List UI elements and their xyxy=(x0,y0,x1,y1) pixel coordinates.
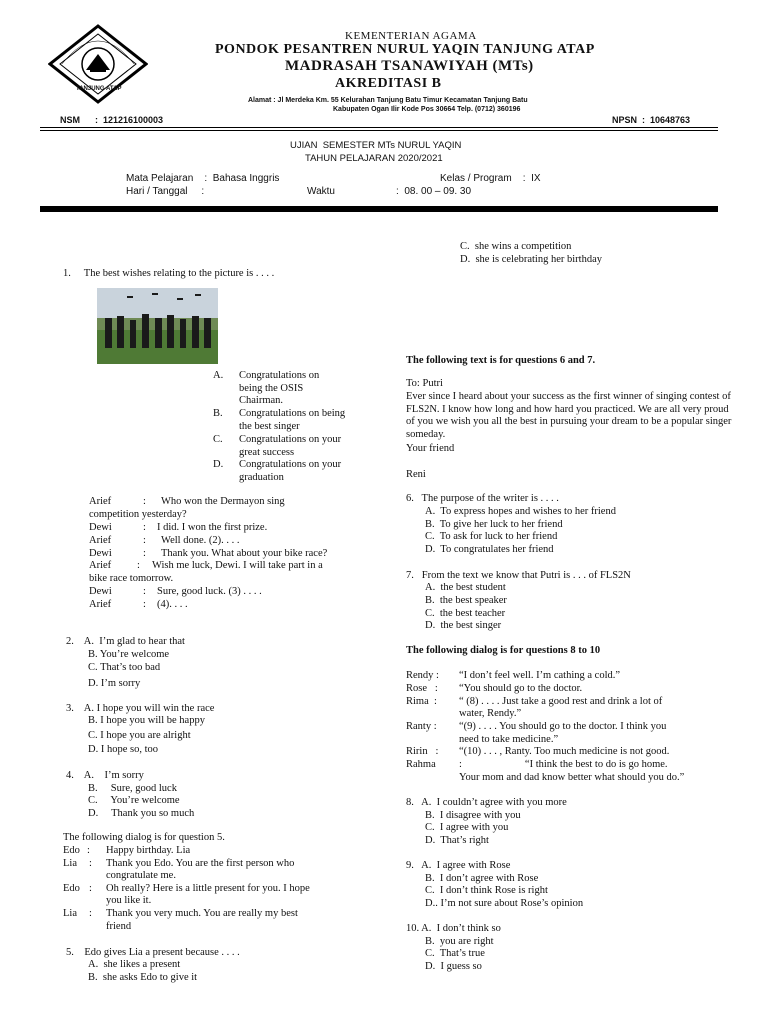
option-text: Congratulations on being the OSIS Chairman. xyxy=(239,370,320,406)
q6-option-b: B. To give her luck to her friend xyxy=(425,519,563,530)
speaker: Arief xyxy=(89,599,112,610)
q3-option-b: B. I hope you will be happy xyxy=(88,715,205,726)
q5-option-c: C. she wins a competition xyxy=(460,241,572,252)
q5-option-d: D. she is celebrating her birthday xyxy=(460,254,602,265)
q2-option-d: D. I’m sorry xyxy=(88,678,141,689)
exam-divider xyxy=(40,206,718,212)
option-text: Congratulations on your great success xyxy=(239,434,342,458)
question-1: 1. The best wishes relating to the picture is . . . . xyxy=(63,268,275,279)
dialog-line: “(10) . . . , Ranty. Too much medicine is not good. xyxy=(459,746,670,757)
dialog-line: congratulate me. xyxy=(106,870,176,881)
dialog-line: Who won the Dermayon sing xyxy=(161,496,285,507)
q6-option-c: C. To ask for luck to her friend xyxy=(425,531,558,542)
q7-option-b: B. the best speaker xyxy=(425,595,507,606)
question-7: 7. From the text we know that Putri is . . . of FLS2N xyxy=(406,570,631,581)
speaker: Rose : xyxy=(406,683,438,694)
exam-title: UJIAN SEMESTER MTs NURUL YAQIN xyxy=(290,140,462,151)
q7-option-d: D. the best singer xyxy=(425,620,502,631)
dialog-line: you like it. xyxy=(106,895,152,906)
speaker: Arief xyxy=(89,560,112,571)
header-rule-bottom xyxy=(40,130,718,131)
speaker: Ririn : xyxy=(406,746,439,757)
letter-sign: Reni xyxy=(406,469,426,480)
speaker: Arief xyxy=(89,496,112,507)
speaker: Rendy : xyxy=(406,670,439,681)
speaker: Rahma xyxy=(406,759,436,770)
exam-year: TAHUN PELAJARAN 2020/2021 xyxy=(305,153,443,164)
dialog-line: “(9) . . . . You should go to the doctor. I think you xyxy=(459,721,667,732)
q7-option-a: A. the best student xyxy=(425,582,506,593)
dialog-line: “ (8) . . . . Just take a good rest and drink a lot of xyxy=(459,696,663,707)
q5-option-a: A. she likes a present xyxy=(88,959,181,970)
address-line-2: Kabupaten Ogan Ilir Kode Pos 30664 Telp. (0712) 360196 xyxy=(333,106,521,113)
subject-label: Mata Pelajaran : Bahasa Inggris xyxy=(126,173,280,184)
q3-option-c: C. I hope you are alright xyxy=(88,730,191,741)
speaker: Arief xyxy=(89,535,112,546)
dialog-line: Wish me luck, Dewi. I will take part in a xyxy=(152,560,323,571)
letter-close: Your friend xyxy=(406,443,455,454)
q2-option-c: C. That’s too bad xyxy=(88,662,161,673)
q9-option-d: D.. I’m not sure about Rose’s opinion xyxy=(425,898,584,909)
dialog-line: : “I think the best to do is go home. xyxy=(459,759,668,770)
letter-to: To: Putri xyxy=(406,378,443,389)
npsn: NPSN : 10648763 xyxy=(612,115,691,125)
option-letter: C. xyxy=(213,434,223,445)
logo-bottom-text: TANJUNG ATAP xyxy=(76,86,122,92)
school-name: PONDOK PESANTREN NURUL YAQIN TANJUNG ATAP xyxy=(215,42,595,57)
time-label: Waktu xyxy=(307,186,335,197)
dialog-line: Well done. (2). . . . xyxy=(161,535,240,546)
dialog-line: “I don’t feel well. I’m cathing a cold.” xyxy=(459,670,621,681)
q5-option-b: B. she asks Edo to give it xyxy=(88,972,198,983)
option-text: Congratulations on your graduation xyxy=(239,459,342,483)
q8-option-a: 8. A. I couldn’t agree with you more xyxy=(406,797,567,808)
speaker: Ranty : xyxy=(406,721,437,732)
dialog-line: Your mom and dad know better what should you do.” xyxy=(459,772,685,783)
madrasah-name: MADRASAH TSANAWIYAH (MTs) xyxy=(285,58,534,74)
dialog-line: “You should go to the doctor. xyxy=(459,683,583,694)
q2-option-b: B. You’re welcome xyxy=(88,649,170,660)
q9-option-c: C. I don’t think Rose is right xyxy=(425,885,548,896)
speaker: Lia xyxy=(63,858,77,869)
time-value: : 08. 00 – 09. 30 xyxy=(396,186,472,197)
q4-option-b: B. Sure, good luck xyxy=(88,783,177,794)
question-6: 6. The purpose of the writer is . . . . xyxy=(406,493,559,504)
dialog-line: Oh really? Here is a little present for you. I hope xyxy=(106,883,310,894)
dialog-line: need to take medicine.” xyxy=(459,734,559,745)
option-letter: D. xyxy=(213,459,224,470)
option-text: Congratulations on being the best singer xyxy=(239,408,346,432)
school-logo xyxy=(48,24,148,104)
ministry-title: KEMENTERIAN AGAMA xyxy=(345,30,477,42)
q10-option-b: B. you are right xyxy=(425,936,494,947)
q10-option-a: 10. A. I don’t think so xyxy=(406,923,501,934)
accreditation: AKREDITASI B xyxy=(335,76,442,91)
q6-option-d: D. To congratulates her friend xyxy=(425,544,554,555)
speaker: Edo xyxy=(63,883,80,894)
q8-option-c: C. I agree with you xyxy=(425,822,509,833)
dialog-2-intro: The following dialog is for question 5. xyxy=(63,832,225,843)
address-line-1: Alamat : Jl Merdeka Km. 55 Kelurahan Tanjung Batu Timur Kecamatan Tanjung Batu xyxy=(248,97,528,104)
q10-option-c: C. That’s true xyxy=(425,948,485,959)
dialog-line: bike race tomorrow. xyxy=(89,573,174,584)
dialog-line: competition yesterday? xyxy=(89,509,187,520)
dialog-line: (4). . . . xyxy=(157,599,188,610)
speaker: Edo xyxy=(63,845,80,856)
option-letter: A. xyxy=(213,370,224,381)
class-label: Kelas / Program : IX xyxy=(440,173,541,184)
q8-option-b: B. I disagree with you xyxy=(425,810,521,821)
q10-option-d: D. I guess so xyxy=(425,961,482,972)
dialog-heading: The following dialog is for questions 8 to 10 xyxy=(406,645,601,656)
speaker: Rima : xyxy=(406,696,437,707)
q2-option-a: 2. A. I’m glad to hear that xyxy=(66,636,185,647)
q9-option-b: B. I don’t agree with Rose xyxy=(425,873,539,884)
dialog-line: Thank you Edo. You are the first person who xyxy=(106,858,295,869)
q4-option-c: C. You’re welcome xyxy=(88,795,180,806)
q6-option-a: A. To express hopes and wishes to her friend xyxy=(425,506,616,517)
dialog-line: Thank you. What about your bike race? xyxy=(161,548,328,559)
text-heading: The following text is for questions 6 and 7. xyxy=(406,355,596,366)
q9-option-a: 9. A. I agree with Rose xyxy=(406,860,511,871)
q3-option-a: 3. A. I hope you will win the race xyxy=(66,703,215,714)
question-5: 5. Edo gives Lia a present because . . . . xyxy=(66,947,240,958)
dialog-line: Sure, good luck. (3) . . . . xyxy=(157,586,262,597)
q8-option-d: D. That’s right xyxy=(425,835,489,846)
q3-option-d: D. I hope so, too xyxy=(88,744,158,755)
header-rule-top xyxy=(40,127,718,128)
speaker: Dewi xyxy=(89,522,112,533)
option-letter: B. xyxy=(213,408,223,419)
q4-option-d: D. Thank you so much xyxy=(88,808,195,819)
dialog-line: water, Rendy.” xyxy=(459,708,522,719)
speaker: Dewi xyxy=(89,586,112,597)
dialog-line: I did. I won the first prize. xyxy=(157,522,268,533)
speaker: Lia xyxy=(63,908,77,919)
q4-option-a: 4. A. I’m sorry xyxy=(66,770,144,781)
day-label: Hari / Tanggal : xyxy=(126,186,205,197)
graduation-photo xyxy=(97,288,218,364)
q7-option-c: C. the best teacher xyxy=(425,608,506,619)
dialog-line: Happy birthday. Lia xyxy=(106,845,191,856)
dialog-line: Thank you very much. You are really my best xyxy=(106,908,298,919)
letter-body: Ever since I heard about your success as the first winner of singing contest of FLS2N. I know how long and how hard you practiced. We are all very proud of you we wish you all the best in pursuing your dream to be a popular singer someday. xyxy=(406,391,732,440)
dialog-line: friend xyxy=(106,921,132,932)
speaker: Dewi xyxy=(89,548,112,559)
nsm: NSM : 121216100003 xyxy=(60,115,164,125)
